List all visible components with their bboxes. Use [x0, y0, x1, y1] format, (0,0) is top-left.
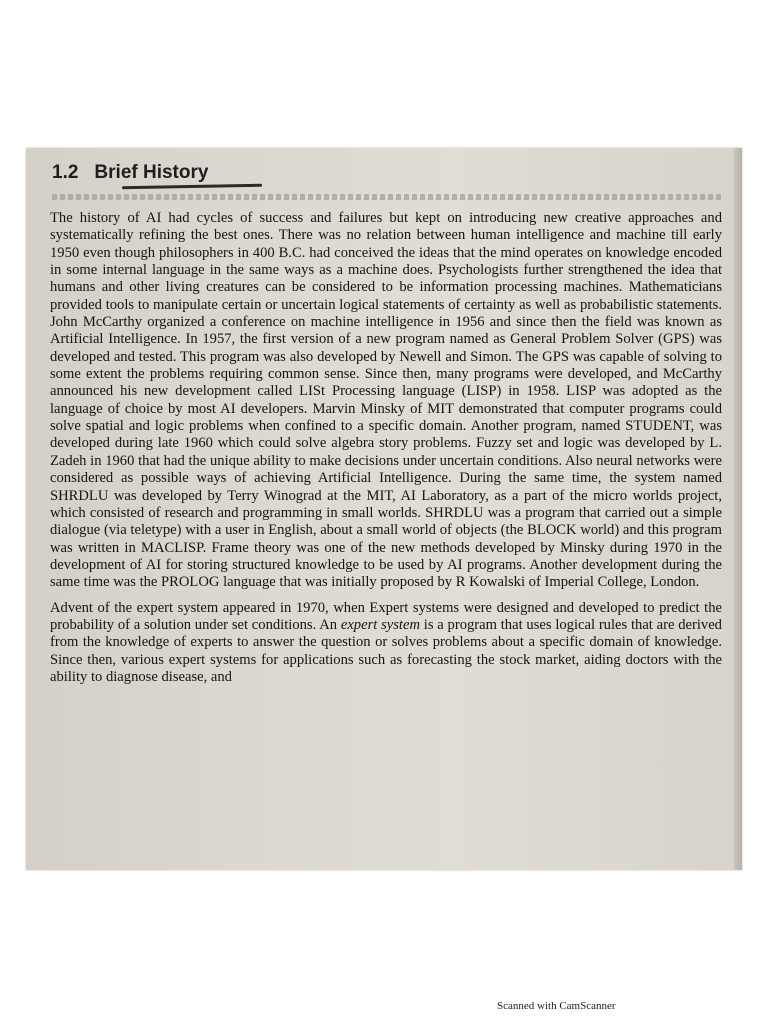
section-number: 1.2 — [52, 162, 79, 183]
body-text — [50, 210, 722, 686]
page-edge — [734, 148, 742, 870]
expert-system-term: expert system — [340, 616, 420, 633]
paragraph-2-text-b: is a program that uses logical rules that are derived from the knowledge of experts to answer the question or solves problems about a specific domain of knowledge. Since then, various expert systems for applications such as forecasting the stock market, aiding doctors with the ability to diagnose disease, and — [50, 616, 722, 685]
paragraph-1: The history of AI had cycles of success and failures but kept on introducing new creative approaches and systematically refining the best ones. There was no relation between human intelligence and machine till early 1950 even though philosophers in 400 B.C. had conceived the ideas that the mind operates on knowledge encoded in some internal language in the same ways as a machine does. Psychologists further strengthened the idea that humans and other living creatures can be considered to be information processing machines. Mathematicians provided tools to manipulate certain or uncertain logical statements of certainty as well as probabilistic statements. John McCarthy organized a conference on machine intelligence in 1956 and since then the field was known as Artificial Intelligence. In 1957, the first version of a new program named as General Problem Solver (GPS) was developed and tested. This program was also developed by Newell and Simon. The GPS was capable of solving to some extent the problems requiring common sense. Since then, many programs were developed, and McCarthy announced his new development called LISt Processing language (LISP) in 1958. LISP was adopted as the language of choice by most AI developers. Marvin Minsky of MIT demonstrated that computer programs could solve spatial and logic problems when confined to a specific domain. Another program, named STUDENT, was developed during late 1960 which could solve algebra story problems. Fuzzy set and logic was developed by L. Zadeh in 1960 that had the unique ability to make decisions under uncertain conditions. Also neural networks were considered as possible ways of achieving Artificial Intelligence. During the same time, the system named SHRDLU was developed by Terry Winograd at the MIT, AI Laboratory, as a part of the micro worlds project, which consisted of research and programming in small worlds. SHRDLU was a program that carried out a simple dialogue (via teletype) with a user in English, about a small world of objects (the BLOCK world) and this program was written in MACLISP. Frame theory was one of the new methods developed by Minsky during 1970 in the development of AI for storing structured knowledge to be used by AI programs. Another development during the same time was the PROLOG language that was initially proposed by R Kowalski of Imperial College, London. — [50, 210, 722, 591]
camscanner-watermark: Scanned with CamScanner — [497, 1000, 616, 1012]
section-title: Brief History — [94, 162, 209, 183]
dotted-rule — [52, 194, 722, 200]
paragraph-2-text-a: Advent of the expert system appeared in 1970, when Expert systems were designed and developed to predict the probability of a solution under set conditions. An — [50, 599, 722, 633]
paragraph-2 — [50, 600, 722, 687]
section-heading — [52, 162, 208, 184]
heading-underline — [122, 184, 262, 189]
scanned-page — [26, 148, 742, 870]
